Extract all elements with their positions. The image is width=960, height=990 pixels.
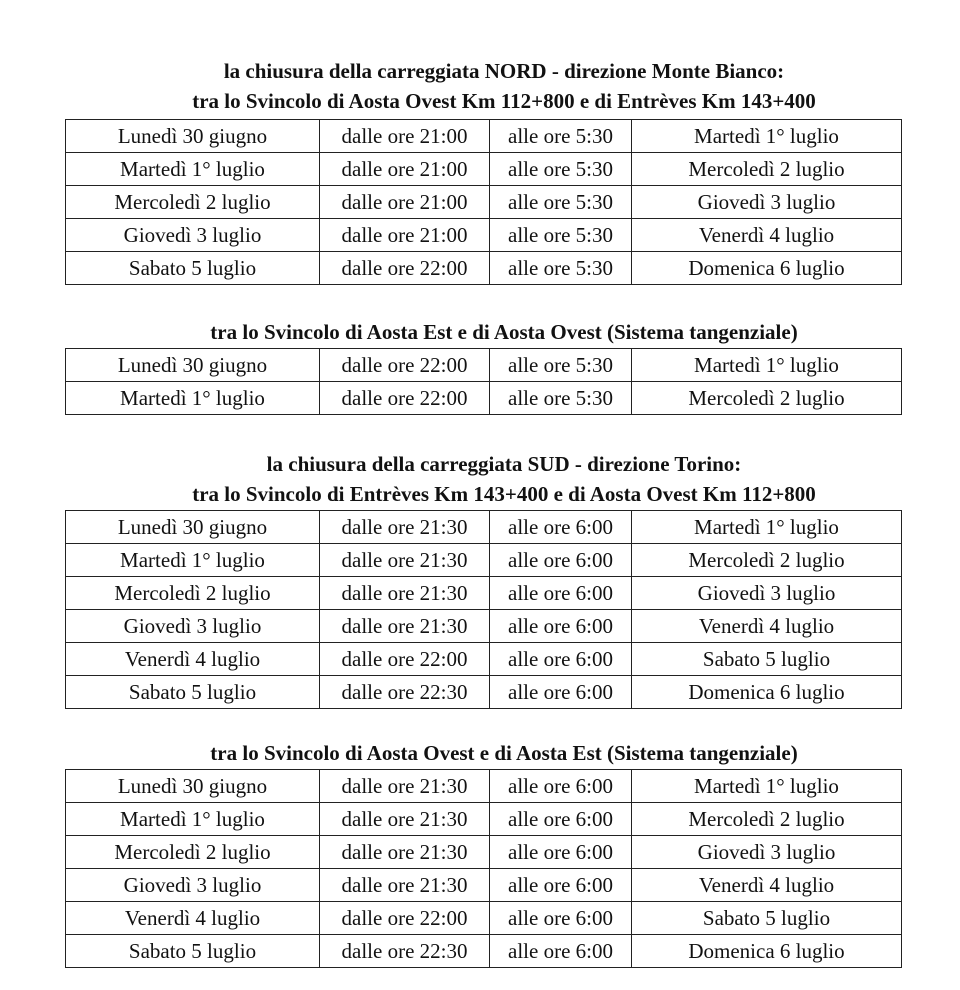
table-row (66, 219, 902, 252)
from-time-cell: dalle ore 21:00 (320, 120, 490, 153)
to-time-cell: alle ore 6:00 (490, 511, 632, 544)
from-time-cell: dalle ore 22:30 (320, 676, 490, 709)
end-day-cell: Sabato 5 luglio (632, 902, 902, 935)
from-time-cell: dalle ore 22:00 (320, 902, 490, 935)
table-row (66, 610, 902, 643)
end-day-cell: Sabato 5 luglio (632, 643, 902, 676)
from-time-cell: dalle ore 21:30 (320, 577, 490, 610)
from-time-cell: dalle ore 21:30 (320, 869, 490, 902)
end-day-cell: Venerdì 4 luglio (632, 219, 902, 252)
end-day-cell: Domenica 6 luglio (632, 676, 902, 709)
start-day-cell: Lunedì 30 giugno (66, 349, 320, 382)
table-row (66, 676, 902, 709)
to-time-cell: alle ore 6:00 (490, 869, 632, 902)
end-day-cell: Martedì 1° luglio (632, 349, 902, 382)
start-day-cell: Lunedì 30 giugno (66, 120, 320, 153)
table-row (66, 511, 902, 544)
end-day-cell: Giovedì 3 luglio (632, 836, 902, 869)
from-time-cell: dalle ore 22:30 (320, 935, 490, 968)
from-time-cell: dalle ore 21:30 (320, 770, 490, 803)
start-day-cell: Sabato 5 luglio (66, 935, 320, 968)
start-day-cell: Mercoledì 2 luglio (66, 836, 320, 869)
end-day-cell: Domenica 6 luglio (632, 252, 902, 285)
start-day-cell: Sabato 5 luglio (66, 676, 320, 709)
to-time-cell: alle ore 6:00 (490, 935, 632, 968)
schedule-table-nord (65, 119, 902, 285)
from-time-cell: dalle ore 21:00 (320, 153, 490, 186)
section-tangenziale-est-ovest (0, 317, 960, 347)
to-time-cell: alle ore 6:00 (490, 610, 632, 643)
to-time-cell: alle ore 6:00 (490, 770, 632, 803)
from-time-cell: dalle ore 21:30 (320, 803, 490, 836)
to-time-cell: alle ore 6:00 (490, 902, 632, 935)
end-day-cell: Venerdì 4 luglio (632, 610, 902, 643)
start-day-cell: Martedì 1° luglio (66, 153, 320, 186)
start-day-cell: Giovedì 3 luglio (66, 610, 320, 643)
end-day-cell: Mercoledì 2 luglio (632, 382, 902, 415)
to-time-cell: alle ore 5:30 (490, 186, 632, 219)
start-day-cell: Mercoledì 2 luglio (66, 186, 320, 219)
to-time-cell: alle ore 6:00 (490, 577, 632, 610)
end-day-cell: Mercoledì 2 luglio (632, 544, 902, 577)
to-time-cell: alle ore 5:30 (490, 382, 632, 415)
end-day-cell: Mercoledì 2 luglio (632, 153, 902, 186)
table-row (66, 869, 902, 902)
section-nord (0, 56, 960, 116)
to-time-cell: alle ore 6:00 (490, 803, 632, 836)
from-time-cell: dalle ore 22:00 (320, 252, 490, 285)
end-day-cell: Giovedì 3 luglio (632, 577, 902, 610)
to-time-cell: alle ore 6:00 (490, 836, 632, 869)
start-day-cell: Martedì 1° luglio (66, 544, 320, 577)
to-time-cell: alle ore 6:00 (490, 676, 632, 709)
table-row (66, 120, 902, 153)
table-row (66, 770, 902, 803)
start-day-cell: Giovedì 3 luglio (66, 869, 320, 902)
table-row (66, 186, 902, 219)
end-day-cell: Giovedì 3 luglio (632, 186, 902, 219)
end-day-cell: Domenica 6 luglio (632, 935, 902, 968)
to-time-cell: alle ore 5:30 (490, 252, 632, 285)
start-day-cell: Venerdì 4 luglio (66, 643, 320, 676)
start-day-cell: Lunedì 30 giugno (66, 770, 320, 803)
to-time-cell: alle ore 6:00 (490, 544, 632, 577)
to-time-cell: alle ore 5:30 (490, 219, 632, 252)
end-day-cell: Martedì 1° luglio (632, 770, 902, 803)
start-day-cell: Martedì 1° luglio (66, 803, 320, 836)
to-time-cell: alle ore 5:30 (490, 153, 632, 186)
table-row (66, 935, 902, 968)
table-row (66, 902, 902, 935)
from-time-cell: dalle ore 22:00 (320, 382, 490, 415)
to-time-cell: alle ore 5:30 (490, 349, 632, 382)
end-day-cell: Martedì 1° luglio (632, 120, 902, 153)
section-heading: tra lo Svincolo di Aosta Ovest e di Aosta Est (Sistema tangenziale) (210, 741, 798, 765)
section-subheading: tra lo Svincolo di Aosta Ovest Km 112+800 e di Entrèves Km 143+400 (192, 89, 816, 113)
from-time-cell: dalle ore 22:00 (320, 349, 490, 382)
start-day-cell: Venerdì 4 luglio (66, 902, 320, 935)
schedule-table-tangenziale-ovest-est (65, 769, 902, 968)
table-row (66, 252, 902, 285)
table-row (66, 836, 902, 869)
section-heading: tra lo Svincolo di Aosta Est e di Aosta Ovest (Sistema tangenziale) (210, 320, 798, 344)
from-time-cell: dalle ore 21:00 (320, 219, 490, 252)
to-time-cell: alle ore 5:30 (490, 120, 632, 153)
table-row (66, 382, 902, 415)
table-row (66, 153, 902, 186)
start-day-cell: Giovedì 3 luglio (66, 219, 320, 252)
section-heading: la chiusura della carreggiata SUD - direzione Torino: (266, 452, 742, 476)
from-time-cell: dalle ore 21:30 (320, 511, 490, 544)
section-subheading: tra lo Svincolo di Entrèves Km 143+400 e di Aosta Ovest Km 112+800 (192, 482, 816, 506)
schedule-table-tangenziale-est-ovest (65, 348, 902, 415)
section-heading: la chiusura della carreggiata NORD - direzione Monte Bianco: (223, 59, 785, 83)
from-time-cell: dalle ore 21:30 (320, 610, 490, 643)
section-tangenziale-ovest-est (0, 738, 960, 768)
table-row (66, 643, 902, 676)
from-time-cell: dalle ore 21:30 (320, 836, 490, 869)
end-day-cell: Martedì 1° luglio (632, 511, 902, 544)
table-row (66, 544, 902, 577)
schedule-table-sud (65, 510, 902, 709)
table-row (66, 803, 902, 836)
start-day-cell: Sabato 5 luglio (66, 252, 320, 285)
to-time-cell: alle ore 6:00 (490, 643, 632, 676)
end-day-cell: Venerdì 4 luglio (632, 869, 902, 902)
table-row (66, 577, 902, 610)
start-day-cell: Martedì 1° luglio (66, 382, 320, 415)
from-time-cell: dalle ore 21:00 (320, 186, 490, 219)
from-time-cell: dalle ore 22:00 (320, 643, 490, 676)
start-day-cell: Mercoledì 2 luglio (66, 577, 320, 610)
table-row (66, 349, 902, 382)
end-day-cell: Mercoledì 2 luglio (632, 803, 902, 836)
from-time-cell: dalle ore 21:30 (320, 544, 490, 577)
start-day-cell: Lunedì 30 giugno (66, 511, 320, 544)
section-sud (0, 449, 960, 509)
